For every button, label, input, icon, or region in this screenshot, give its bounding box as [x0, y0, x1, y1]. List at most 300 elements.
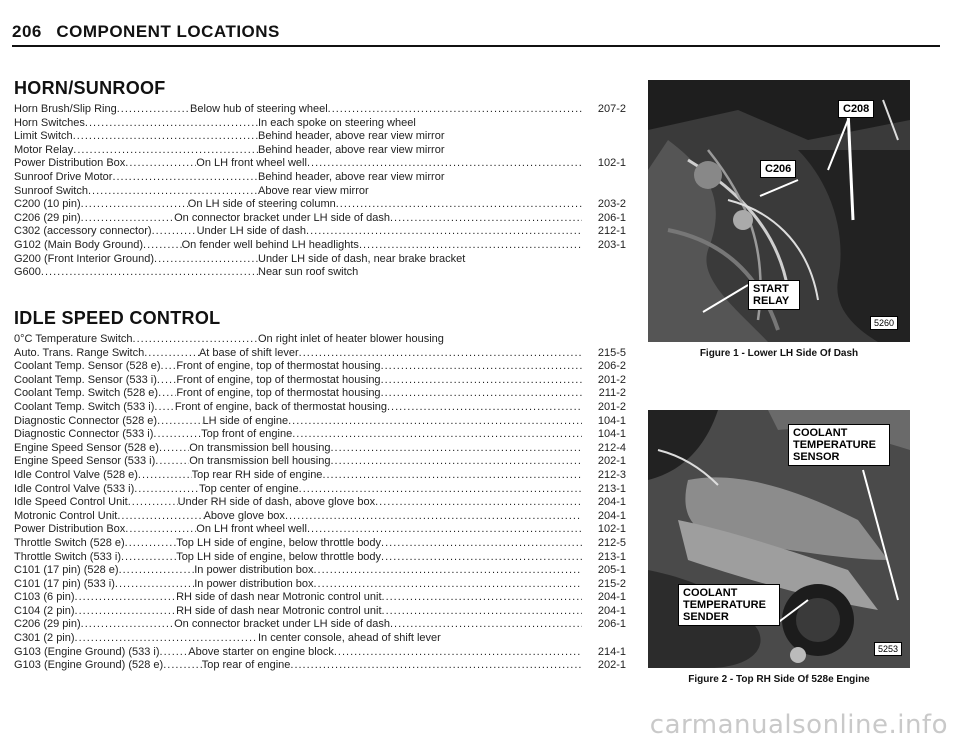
component-row [14, 360, 626, 374]
component-row [14, 578, 626, 592]
component-row [14, 198, 626, 212]
component-location: On LH side of steering column [187, 198, 336, 211]
component-name: Diagnostic Connector (533 i) [14, 428, 154, 441]
component-location: On fender well behind LH headlights [181, 238, 359, 251]
leader-dots [307, 157, 582, 171]
component-row [14, 605, 626, 619]
component-location-cell [201, 428, 582, 442]
component-page-ref: 206-1 [597, 211, 626, 224]
leader-dots [330, 442, 582, 456]
component-row [14, 455, 626, 469]
component-name-cell [14, 401, 175, 415]
component-row [14, 171, 626, 185]
leader-dots [41, 266, 258, 280]
section-title-idle-speed-control: IDLE SPEED CONTROL [14, 308, 221, 328]
component-row [14, 157, 626, 171]
leader-dots [155, 455, 189, 469]
component-row [14, 103, 626, 117]
component-location: Under RH side of dash, above glove box [177, 496, 376, 509]
callout-coolant-temperature-sender: COOLANT TEMPERATURE SENDER [678, 584, 780, 626]
leader-dots [382, 591, 582, 605]
component-location: Top front of engine [201, 428, 293, 441]
component-location: On LH front wheel well [196, 157, 307, 170]
component-location-cell [189, 455, 582, 469]
component-name: Coolant Temp. Sensor (533 i) [14, 373, 157, 386]
component-page-ref: 215-2 [597, 577, 626, 590]
component-name: G600 [14, 266, 41, 279]
figure-1-photo-number: 5260 [870, 316, 898, 330]
component-row [14, 591, 626, 605]
component-name-cell [14, 171, 258, 185]
component-page-ref: 201-2 [597, 400, 626, 413]
component-location-cell [258, 185, 582, 199]
component-location: On transmission bell housing [189, 441, 331, 454]
component-page-ref: 206-1 [597, 618, 626, 631]
component-location: Behind header, above rear view mirror [258, 130, 445, 143]
figure-1-photo [648, 80, 910, 342]
component-name-cell [14, 374, 176, 388]
component-row [14, 496, 626, 510]
component-location-cell [258, 632, 582, 646]
component-name: C104 (2 pin) [14, 604, 75, 617]
component-name: C200 (10 pin) [14, 198, 81, 211]
leader-dots [75, 632, 258, 646]
leader-dots [416, 117, 582, 131]
leader-dots [75, 605, 177, 619]
component-name-cell [14, 130, 258, 144]
component-location-cell [258, 171, 582, 185]
component-name-cell [14, 144, 258, 158]
component-page-ref: 104-1 [597, 428, 626, 441]
component-name: Sunroof Switch [14, 184, 88, 197]
component-location: On transmission bell housing [189, 455, 331, 468]
component-name: Idle Control Valve (528 e) [14, 468, 138, 481]
figure-2-photo-number: 5253 [874, 642, 902, 656]
figure-1 [648, 80, 910, 359]
component-row [14, 266, 626, 280]
component-name-cell [14, 510, 204, 524]
component-name: Engine Speed Sensor (533 i) [14, 455, 156, 468]
component-location-cell [258, 266, 582, 280]
component-name-cell [14, 387, 176, 401]
component-page-ref: 207-2 [597, 103, 626, 115]
component-name-cell [14, 157, 196, 171]
component-location-cell [199, 347, 582, 361]
component-name: C206 (29 pin) [14, 211, 81, 224]
leader-dots [85, 117, 258, 131]
component-name: Horn Brush/Slip Ring [14, 103, 117, 115]
leader-dots [88, 185, 258, 199]
leader-dots [125, 537, 177, 551]
leader-dots [381, 387, 582, 401]
component-location-cell [176, 591, 582, 605]
component-name: Coolant Temp. Switch (528 e) [14, 387, 159, 400]
component-name-cell [14, 618, 174, 632]
component-location: Behind header, above rear view mirror [258, 170, 445, 183]
component-location-cell [192, 469, 582, 483]
component-row [14, 374, 626, 388]
component-row [14, 646, 626, 660]
component-location: Under LH side of dash [196, 225, 307, 238]
component-name-cell [14, 347, 199, 361]
leader-dots [465, 253, 582, 267]
component-location-cell [182, 239, 582, 253]
leader-dots [358, 266, 582, 280]
leader-dots [381, 374, 582, 388]
component-location-cell [258, 253, 582, 267]
component-location: On LH front wheel well [196, 523, 307, 536]
component-row [14, 225, 626, 239]
component-row [14, 130, 626, 144]
leader-dots [134, 483, 199, 497]
component-name: Diagnostic Connector (528 e) [14, 414, 158, 427]
component-name: Power Distribution Box [14, 523, 126, 536]
component-location: Under LH side of dash, near brake bracket [258, 252, 466, 265]
component-location: RH side of dash near Motronic control unit [176, 591, 382, 604]
leader-dots [334, 646, 582, 660]
page-header [12, 22, 940, 47]
component-page-ref: 213-1 [597, 550, 626, 563]
leader-dots [299, 483, 582, 497]
component-name: Engine Speed Sensor (528 e) [14, 441, 159, 454]
component-page-ref: 202-1 [597, 659, 626, 672]
component-name-cell [14, 333, 258, 347]
component-name: G200 (Front Interior Ground) [14, 252, 155, 265]
component-location: In power distribution box [194, 564, 314, 577]
leader-dots [299, 347, 582, 361]
component-page-ref: 214-1 [597, 645, 626, 658]
leader-dots [81, 198, 188, 212]
leader-dots [381, 537, 582, 551]
section-title-horn-sunroof: HORN/SUNROOF [14, 78, 166, 98]
component-name-cell [14, 266, 258, 280]
component-name-cell [14, 253, 258, 267]
component-location-cell [174, 618, 582, 632]
component-row [14, 523, 626, 537]
component-name-cell [14, 646, 188, 660]
leader-dots [143, 239, 182, 253]
leader-dots [444, 333, 582, 347]
leader-dots [73, 130, 258, 144]
leader-dots [153, 428, 201, 442]
component-location: In each spoke on steering wheel [258, 116, 416, 129]
component-location: Top rear RH side of engine [191, 468, 323, 481]
leader-dots [441, 632, 582, 646]
component-location-cell [258, 117, 582, 131]
leader-dots [157, 415, 202, 429]
component-location: In center console, ahead of shift lever [258, 632, 441, 645]
page-number: 206 [12, 22, 42, 41]
leader-dots [81, 618, 174, 632]
component-name-cell [14, 212, 174, 226]
component-row [14, 428, 626, 442]
component-row [14, 117, 626, 131]
component-name: Power Distribution Box [14, 157, 126, 170]
component-page-ref: 215-5 [597, 346, 626, 359]
leader-dots [121, 551, 176, 565]
component-location-cell [174, 212, 582, 226]
component-name: Throttle Switch (533 i) [14, 550, 121, 563]
component-location-cell [178, 496, 582, 510]
component-location-cell [190, 103, 582, 117]
component-name-cell [14, 632, 258, 646]
leader-dots [154, 253, 258, 267]
leader-dots [144, 347, 199, 361]
component-page-ref: 204-1 [597, 604, 626, 617]
component-location-cell [204, 510, 582, 524]
component-row [14, 564, 626, 578]
component-page-ref: 203-2 [597, 198, 626, 211]
component-row [14, 537, 626, 551]
component-location-cell [197, 225, 582, 239]
component-name-cell [14, 605, 176, 619]
leader-dots [125, 157, 196, 171]
leader-dots [336, 198, 582, 212]
component-location-cell [176, 360, 582, 374]
leader-dots [444, 171, 582, 185]
component-location: Near sun roof switch [258, 266, 359, 279]
component-location-cell [188, 198, 582, 212]
component-row [14, 253, 626, 267]
component-location: Front of engine, top of thermostat housing [176, 360, 381, 373]
component-name: Throttle Switch (528 e) [14, 536, 125, 549]
leader-dots [382, 605, 582, 619]
figure-2-caption: Figure 2 - Top RH Side Of 528e Engine [688, 674, 870, 685]
component-name-cell [14, 591, 176, 605]
component-location: Above rear view mirror [258, 184, 369, 197]
component-page-ref: 202-1 [597, 455, 626, 468]
component-page-ref: 201-2 [597, 373, 626, 386]
component-page-ref: 104-1 [597, 414, 626, 427]
leader-dots [313, 578, 582, 592]
component-row [14, 239, 626, 253]
leader-dots [163, 659, 202, 673]
leader-dots [290, 659, 582, 673]
component-location-cell [176, 387, 582, 401]
figure-2-photo [648, 410, 910, 668]
component-row [14, 387, 626, 401]
component-name-cell [14, 469, 192, 483]
leader-dots [306, 225, 582, 239]
component-row [14, 659, 626, 673]
component-name-cell [14, 455, 189, 469]
component-name-cell [14, 551, 176, 565]
component-page-ref: 102-1 [597, 523, 626, 536]
component-location-cell [203, 415, 583, 429]
component-location-cell [258, 130, 582, 144]
leader-dots [128, 496, 178, 510]
component-location: In power distribution box [194, 577, 314, 590]
component-name: 0°C Temperature Switch [14, 333, 133, 345]
component-location: Above glove box [203, 509, 285, 522]
idle-speed-control-list [14, 333, 626, 673]
component-page-ref: 204-1 [597, 591, 626, 604]
component-row [14, 442, 626, 456]
component-page-ref: 206-2 [597, 360, 626, 373]
component-page-ref: 204-1 [597, 509, 626, 522]
component-row [14, 483, 626, 497]
component-name: C101 (17 pin) (533 i) [14, 577, 115, 590]
leader-dots [288, 415, 582, 429]
leader-dots [375, 496, 582, 510]
leader-dots [81, 212, 174, 226]
leader-dots [359, 239, 582, 253]
leader-dots [125, 523, 196, 537]
component-name-cell [14, 659, 202, 673]
leader-dots [444, 144, 582, 158]
component-name: Idle Control Valve (533 i) [14, 482, 135, 495]
component-location-cell [199, 483, 582, 497]
component-location: LH side of engine [202, 414, 289, 427]
component-name: Horn Switches [14, 116, 85, 129]
component-page-ref: 212-1 [597, 225, 626, 238]
page-title: COMPONENT LOCATIONS [56, 22, 280, 41]
leader-dots [390, 618, 582, 632]
leader-dots [158, 387, 176, 401]
leader-dots [115, 578, 194, 592]
component-location-cell [194, 578, 582, 592]
component-name: Coolant Temp. Switch (533 i) [14, 400, 155, 413]
component-name-cell [14, 360, 176, 374]
component-location: Behind header, above rear view mirror [258, 143, 445, 156]
component-name: Sunroof Drive Motor [14, 170, 113, 183]
leader-dots [133, 333, 258, 347]
component-name: C103 (6 pin) [14, 591, 75, 604]
leader-dots [157, 374, 176, 388]
leader-dots [387, 401, 582, 415]
leader-dots [159, 442, 189, 456]
component-location-cell [202, 659, 582, 673]
leader-dots [381, 551, 582, 565]
component-name-cell [14, 564, 194, 578]
component-row [14, 469, 626, 483]
leader-dots [328, 103, 582, 117]
component-location: RH side of dash near Motronic control unit [176, 604, 382, 617]
leader-dots [381, 360, 582, 374]
leader-dots [313, 564, 582, 578]
component-row [14, 401, 626, 415]
component-row [14, 510, 626, 524]
leader-dots [161, 360, 177, 374]
component-page-ref: 212-5 [597, 536, 626, 549]
component-row [14, 415, 626, 429]
leader-dots [160, 646, 189, 660]
figure-1-caption: Figure 1 - Lower LH Side Of Dash [699, 348, 859, 359]
component-name-cell [14, 483, 199, 497]
leader-dots [330, 455, 582, 469]
component-row [14, 551, 626, 565]
callout-coolant-temperature-sensor: COOLANT TEMPERATURE SENSOR [788, 424, 890, 466]
component-location: Top center of engine [198, 482, 299, 495]
component-page-ref: 212-4 [597, 441, 626, 454]
component-location: Front of engine, top of thermostat housing [176, 387, 381, 400]
component-location-cell [176, 551, 582, 565]
leader-dots [154, 401, 174, 415]
leader-dots [292, 428, 582, 442]
component-location: On connector bracket under LH side of dash [174, 618, 390, 631]
component-location-cell [176, 374, 582, 388]
component-name: G103 (Engine Ground) (533 i) [14, 645, 160, 658]
component-location: Below hub of steering wheel [190, 103, 328, 115]
component-page-ref: 204-1 [597, 496, 626, 509]
component-location-cell [189, 442, 582, 456]
component-location: Top LH side of engine, below throttle body [176, 536, 382, 549]
component-row [14, 632, 626, 646]
component-name-cell [14, 428, 201, 442]
component-location-cell [176, 605, 582, 619]
component-location-cell [194, 564, 582, 578]
leader-dots [117, 510, 203, 524]
component-name-cell [14, 117, 258, 131]
leader-dots [117, 103, 190, 117]
leader-dots [369, 185, 582, 199]
component-page-ref: 212-3 [597, 468, 626, 481]
component-name-cell [14, 537, 176, 551]
component-location: On right inlet of heater blower housing [258, 333, 444, 345]
component-name: G103 (Engine Ground) (528 e) [14, 659, 164, 672]
component-name: Motronic Control Unit [14, 509, 118, 522]
component-name: Auto. Trans. Range Switch [14, 346, 145, 359]
leader-dots [73, 144, 258, 158]
component-location-cell [175, 401, 582, 415]
component-name: C101 (17 pin) (528 e) [14, 564, 119, 577]
leader-dots [75, 591, 177, 605]
component-location: Top rear of engine [201, 659, 291, 672]
component-row [14, 212, 626, 226]
component-location: At base of shift lever [198, 346, 299, 359]
component-location-cell [196, 523, 582, 537]
leader-dots [390, 212, 582, 226]
component-name-cell [14, 103, 190, 117]
component-name: G102 (Main Body Ground) [14, 238, 144, 251]
component-location: Front of engine, back of thermostat housing [174, 400, 387, 413]
callout-c208: C208 [838, 100, 874, 118]
component-location-cell [196, 157, 582, 171]
component-page-ref: 211-2 [598, 387, 626, 400]
component-location-cell [258, 144, 582, 158]
component-location-cell [176, 537, 582, 551]
component-row [14, 185, 626, 199]
leader-dots [152, 225, 197, 239]
leader-dots [307, 523, 582, 537]
component-name: C301 (2 pin) [14, 632, 75, 645]
component-name-cell [14, 523, 196, 537]
component-name: Motor Relay [14, 143, 74, 156]
callout-c206: C206 [760, 160, 796, 178]
component-name: Idle Speed Control Unit [14, 496, 128, 509]
component-name-cell [14, 185, 258, 199]
component-page-ref: 102-1 [597, 157, 626, 170]
component-name-cell [14, 198, 188, 212]
watermark: carmanualsonline.info [649, 710, 948, 740]
component-location: Above starter on engine block [188, 645, 334, 658]
leader-dots [119, 564, 195, 578]
component-row [14, 333, 626, 347]
component-name: C206 (29 pin) [14, 618, 81, 631]
figure-2 [648, 410, 910, 685]
callout-start-relay: START RELAY [748, 280, 800, 310]
leader-dots [322, 469, 582, 483]
leader-dots [285, 510, 582, 524]
component-location: Top LH side of engine, below throttle body [176, 550, 382, 563]
component-name: Coolant Temp. Sensor (528 e) [14, 360, 161, 373]
component-location-cell [258, 333, 582, 347]
component-row [14, 618, 626, 632]
component-name-cell [14, 578, 194, 592]
component-location: Front of engine, top of thermostat housing [176, 373, 381, 386]
leader-dots [138, 469, 192, 483]
component-name-cell [14, 415, 203, 429]
